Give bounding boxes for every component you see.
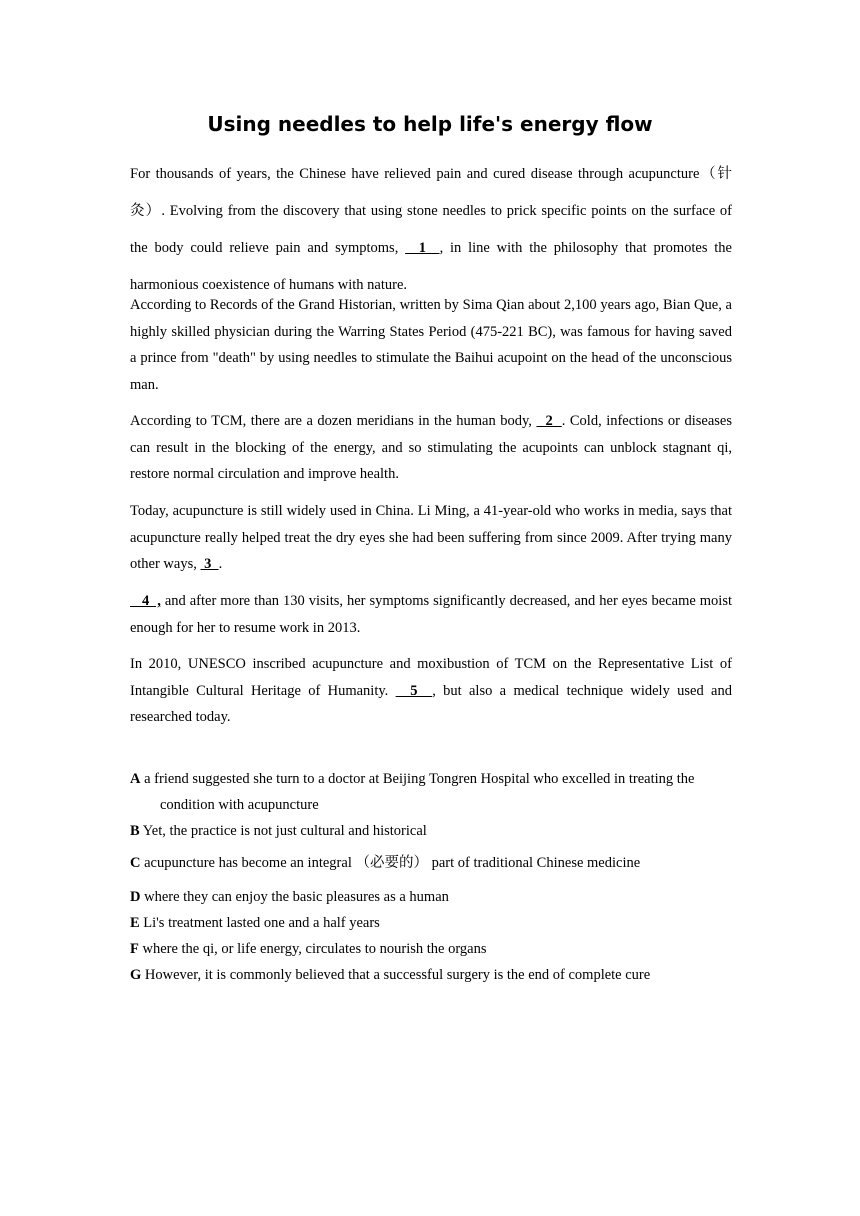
paragraph-3 [130, 408, 732, 488]
paragraph-text: and after more than 130 visits, her symptoms significantly decreased, and her eyes became moist enough for her to resume work in 2013. [130, 593, 733, 636]
paragraph-text: , but also a medical technique widely used and researched today. [130, 682, 732, 725]
option-letter: B [130, 823, 140, 839]
option-text: where the qi, or life energy, circulates to nourish the organs [142, 941, 487, 957]
option-f [130, 936, 732, 962]
option-letter: D [130, 889, 141, 905]
option-text: However, it is commonly believed that a successful surgery is the end of complete cure [144, 967, 651, 983]
paragraph-text: In 2010, UNESCO inscribed acupuncture and moxibustion of TCM on the Representative List of Intangible Cultural Heritage of Humanity. [130, 656, 732, 699]
blank-1: 1 [405, 240, 440, 256]
option-d [130, 884, 732, 910]
option-letter: G [130, 967, 142, 983]
option-e [130, 910, 732, 936]
page-title: Using needles to help life's energy flow [207, 112, 653, 136]
option-text: where they can enjoy the basic pleasures as a human [144, 889, 449, 905]
paragraph-text: . [218, 556, 223, 572]
blank-2: 2 [536, 413, 562, 429]
option-letter: C [130, 855, 141, 871]
paragraph-text: According to TCM, there are a dozen meridians in the human body, [130, 413, 537, 429]
paragraph-text: , in line with the philosophy that promotes the harmonious coexistence of humans with nature. [130, 240, 732, 293]
paragraph-text: For thousands of years, the Chinese have relieved pain and cured disease through acupuncture（针灸）. Evolving from the discovery that using stone needles to prick specific points on the surface of the body could relieve pain and symptoms, [130, 166, 732, 256]
option-b [130, 818, 732, 844]
option-c [130, 850, 732, 876]
option-g [130, 962, 732, 988]
blank-3: 3 [200, 556, 219, 572]
option-letter: A [130, 771, 141, 787]
paragraph-text: Today, acupuncture is still widely used in China. Li Ming, a 41-year-old who works in media, says that acupuncture really helped treat the dry eyes she had been suffering from since 2009. After trying many other ways, [130, 503, 732, 572]
option-letter: F [130, 941, 139, 957]
option-text: acupuncture has become an integral （必要的） part of traditional Chinese medicine [144, 855, 641, 871]
blank-5: 5 [395, 682, 433, 699]
paragraph-5 [130, 588, 732, 641]
option-text: a friend suggested she turn to a doctor at Beijing Tongren Hospital who excelled in treating the condition with acupuncture [144, 771, 695, 813]
paragraph-6 [130, 651, 732, 731]
option-letter: E [130, 915, 140, 931]
paragraph-text: According to Records of the Grand Historian, written by Sima Qian about 2,100 years ago, Bian Que, a highly skilled physician during the Warring States Period (475-221 BC), was famous for having saved a prince from "death" by using needles to stimulate the Baihui acupoint on the head of the unconscious man. [130, 297, 732, 393]
option-text: Li's treatment lasted one and a half years [143, 915, 380, 931]
paragraph-4 [130, 498, 732, 578]
paragraph-text: . Cold, infections or diseases can result in the blocking of the energy, and so stimulating the acupoints can unblock stagnant qi, restore normal circulation and improve health. [130, 413, 732, 482]
option-a [130, 766, 732, 818]
paragraph-1 [130, 156, 732, 304]
blank-4: 4 , [130, 593, 161, 609]
paragraph-2 [130, 292, 732, 398]
option-text: Yet, the practice is not just cultural and historical [142, 823, 427, 839]
